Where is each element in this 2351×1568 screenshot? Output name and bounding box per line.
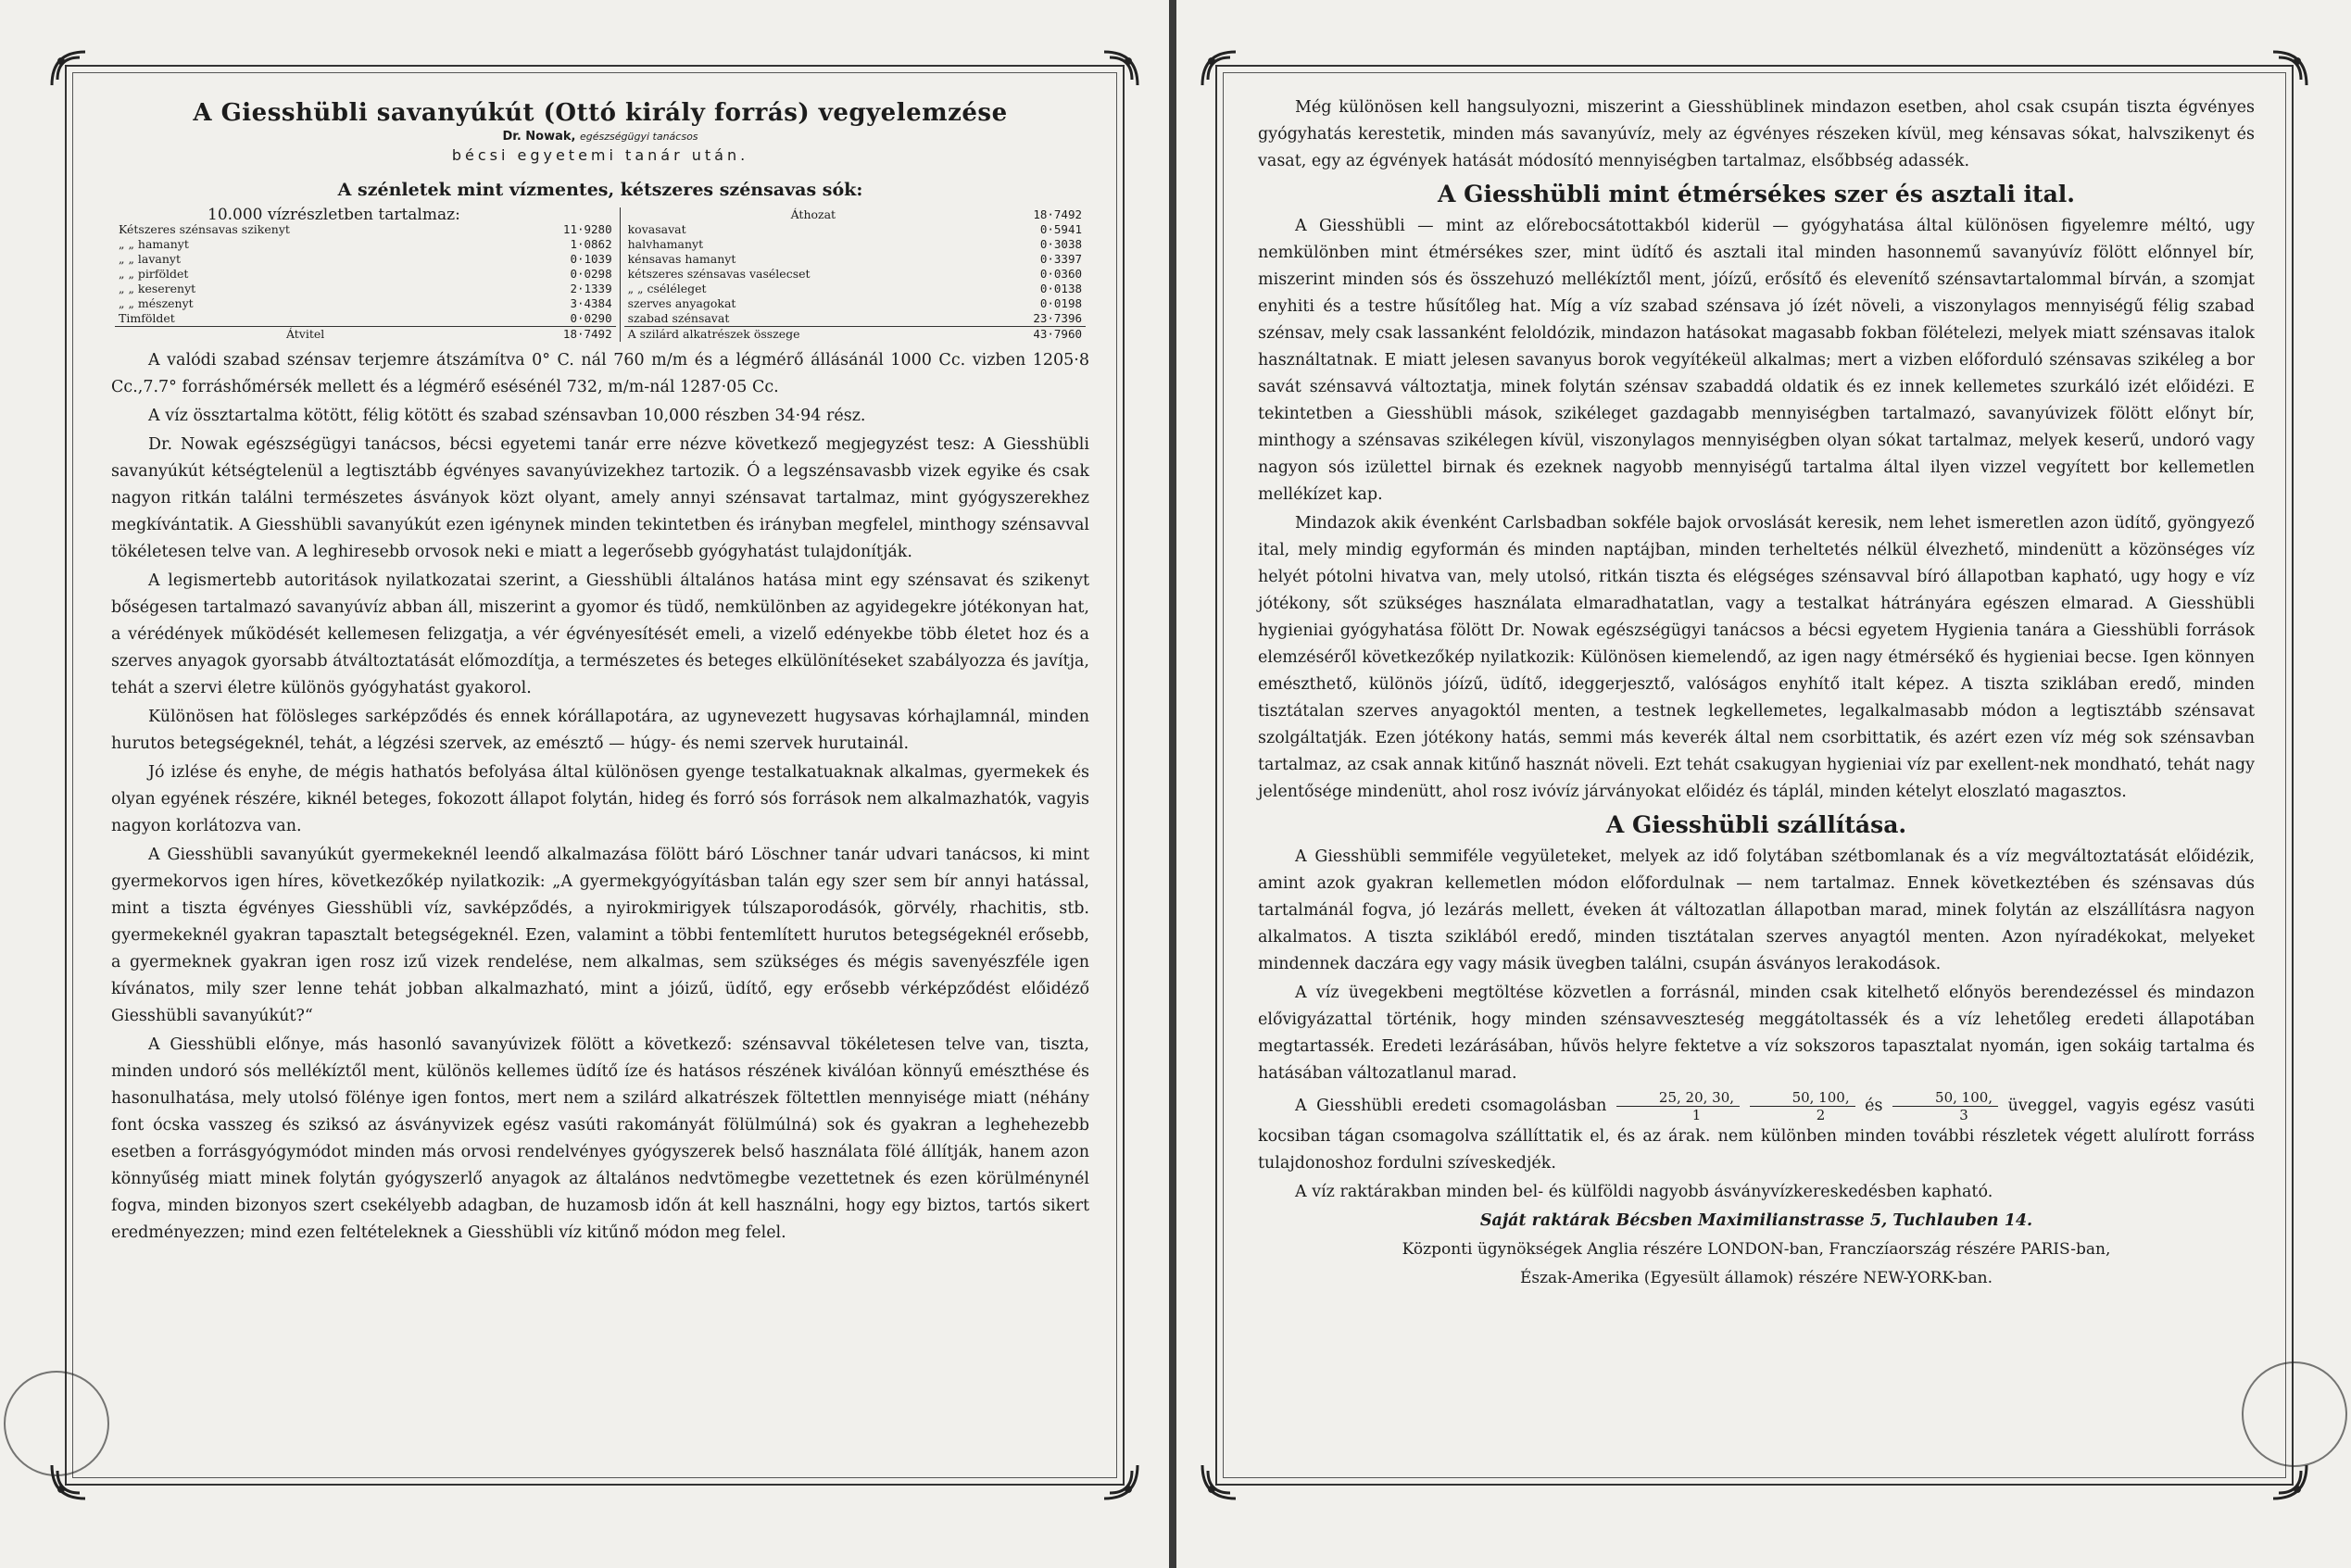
left-rows <box>115 222 616 342</box>
paragraph: A víz üvegekbeni megtöltése közvetlen a forrásnál, minden csak kitelhető előnyös berendezéssel és mindazon elővigyázattal történik, hogy minden szénsavveszteség meggátoltassék és a víz lehetőleg eredeti állapotában megtartassék. Eredeti lezárásában, hűvös helyre fektetve a víz sokszoros tapasztalat nyomán, igen sokáig tartalma és hatásában változatlanul marad. <box>1258 984 2255 1083</box>
table-row <box>115 252 616 267</box>
row-label: „ „ hamanyt <box>119 237 189 251</box>
packaging-text: üveggel, vagyis egész vasúti kocsiban tágan csomagolva szállíttatik el, és az árak. nem különben minden további részletek végett alulírott forráss tulajdonoshoz fordulni szíveskedjék. <box>1258 1097 2255 1173</box>
author-title: egészségügyi tanácsos <box>580 131 698 143</box>
right-page-content <box>1258 94 2255 1294</box>
author-line <box>111 129 1089 145</box>
corner-ornament-icon <box>1199 48 1239 89</box>
analysis-heading: A szénletek mint vízmentes, kétszeres szénsavas sók: <box>337 180 863 200</box>
paragraph: Még különösen kell hangsulyozni, miszerint a Giesshüblinek mindazon esetben, ahol csak csupán tiszta égvényes gyógyhatás kerestetik, minden más savanyúvíz, mely az égvényes részeken kívül, meg kénsavas sókat, halvszikenyt és vasat, egy az égvények hatását módosító mennyiségben tartalmaz, elsőbbség adassék. <box>1258 98 2255 170</box>
row-value: 0·5941 <box>1039 222 1082 236</box>
table-row <box>624 222 1086 237</box>
row-label: szerves anyagokat <box>627 296 736 310</box>
row-value: 1·0862 <box>570 237 612 251</box>
row-value: 2·1339 <box>570 282 612 295</box>
row-label: kovasavat <box>627 222 686 236</box>
library-stamp-icon <box>4 1371 109 1476</box>
table-row <box>115 296 616 311</box>
row-value: 18·7492 <box>1033 207 1082 221</box>
paragraph: A Giesshübli savanyúkút gyermekeknél leendő alkalmazása fölött báró Löschner tanár udvari tanácsos, ki mint gyermekorvos igen híres, következőkép nyilatkozik: „A gyermekgyógyításban talán egy szer sem bír annyi hatással, mint a tiszta égvényes Giesshübli víz, savképződés, a nyirokmirigyek túlszaporodásók, görvély, rhachitis, stb. gyermekeknél gyakran tapasztalt betegségeknél. Ezen, valamint a többi fentemlített hurutos betegségeknél erősebb, a gyermeknek gyakran igen rosz izű vizek rendelése, nem alkalmas, sem szükséges és mégis savenyészféle igen kívánatos, mily szer lenne tehát jobban alkalmazható, mint a jóizű, üdítő, egy erősebb vérképződést előidéző Giesshübli savanyúkút?“ <box>111 846 1089 1025</box>
fraction-top: 50, 100, <box>1892 1089 1998 1107</box>
row-value: 0·0360 <box>1039 267 1082 281</box>
analysis-title: A Giesshübli savanyúkút (Ottó király forrás) vegyelemzése <box>193 99 1008 127</box>
fraction-bottom: 3 <box>1959 1107 1968 1123</box>
library-stamp-icon <box>2242 1361 2347 1467</box>
section-heading-shipping: A Giesshübli szállítása. <box>1605 811 1907 838</box>
table-row <box>624 282 1086 296</box>
table-total-row <box>115 327 616 343</box>
row-value: 3·4384 <box>570 296 612 310</box>
paragraph: A legismertebb autoritások nyilatkozatai szerint, a Giesshübli általános hatása mint egy szénsavat és szikenyt bőségesen tartalmazó savanyúvíz abban áll, miszerint a gyomor és tüdő, nemkülönben az agyidegekre jótékonyan hat, a vérédények működését kellemesen felizgatja, a vér égvényesítését emeli, a vizelő edényekbe több életet hoz és a szerves anyagok gyorsabb átváltoztatását előmozdítja, a természetes és beteges elkülönítéseket szabályozza és javítja, tehát a szervi életre különös gyógyhatást gyakorol. <box>111 571 1089 697</box>
row-label: halvhamanyt <box>627 237 704 251</box>
paragraph: A víz raktárakban minden bel- és külföldi nagyobb ásványvízkereskedésben kapható. <box>1295 1183 1993 1201</box>
total-value: 43·7960 <box>990 327 1086 343</box>
row-value: 23·7396 <box>1033 311 1082 325</box>
left-page-content <box>111 100 1089 1248</box>
row-value: 11·9280 <box>562 222 612 236</box>
total-value: 18·7492 <box>496 327 615 343</box>
row-label: „ „ mészenyt <box>119 296 194 310</box>
paragraph: A valódi szabad szénsav terjemre átszámítva 0° C. nál 760 m/m és a légmérő állásánál 1000 Cc. vizben 1205·8 Cc.,7.7° forráshőmérsék mellett és a légmérő esésénél 732, m/m-nál 1287·05 Cc. <box>111 351 1089 396</box>
row-value: 0·3397 <box>1039 252 1082 266</box>
corner-ornament-icon <box>1199 1461 1239 1502</box>
row-label: „ „ lavanyt <box>119 252 181 266</box>
row-value: 0·1039 <box>570 252 612 266</box>
total-label: A szilárd alkatrészek összege <box>624 327 990 343</box>
table-row <box>115 267 616 282</box>
fraction <box>1750 1089 1855 1123</box>
fraction-top: 25, 20, 30, <box>1616 1089 1740 1107</box>
warehouse-address: Saját raktárak Bécsben Maximilianstrasse 5, Tuchlauben 14. <box>1479 1211 2033 1230</box>
row-label: szabad szénsavat <box>627 311 730 325</box>
row-label: kénsavas hamanyt <box>627 252 736 266</box>
row-value: 0·3038 <box>1039 237 1082 251</box>
table-intro: 10.000 vízrészletben tartalmaz: <box>207 206 460 224</box>
row-label: „ „ cséléleget <box>627 282 707 295</box>
analysis-table <box>111 207 1089 342</box>
paragraph: A Giesshübli semmiféle vegyületeket, melyek az idő folytában szétbomlanak és a víz megváltoztatását előidézik, amint azok gyakran kellemetlen módon előfordulnak — nem tartalmaz. Ennek következtében és szénsavas dús tartalmánál fogva, jó lezárás mellett, éveken át változatlan állapotban marad, minek folytán az elszállításra nagyon alkalmatos. A tiszta sziklából eredő, minden tisztátalan szerves anyagtól menten. Azon nyíradékokat, melyeket mindennek daczára egy vagy másik üvegben találni, csupán ásványos lerakodások. <box>1258 847 2255 973</box>
row-label: Kétszeres szénsavas szikenyt <box>119 222 290 236</box>
corner-ornament-icon <box>48 48 89 89</box>
university-line: bécsi egyetemi tanár után. <box>451 146 749 164</box>
row-value: 0·0138 <box>1039 282 1082 295</box>
section-heading-table-drink: A Giesshübli mint étmérsékes szer és asztali ital. <box>1438 181 2075 207</box>
total-label: Átvitel <box>115 327 496 343</box>
fraction <box>1616 1089 1740 1123</box>
book-gutter <box>1169 0 1176 1568</box>
paragraph: Mindazok akik évenként Carlsbadban sokféle bajok orvoslását keresik, nem lehet ismeretlen azon üdítő, gyöngyező ital, mely mindig egyformán és minden naptájban, minden terheltetés nélkül élvezhető, mindenütt a közönséges víz helyét pótolni hivatva van, mely utolsó, ritkán tiszta és elégséges szénsavval bíró állapotban kapható, ugy hogy e víz jótékony, sőt szükséges használata elmaradhatatlan, vagy a testalkat hátrányára egészen elmarad. A Giesshübli hygieniai gyógyhatása fölött Dr. Nowak egészségügyi tanácsos a bécsi egyetem Hygienia tanára a Giesshübli források elemzéséről következőkép nyilatkozik: Különösen kiemelendő, az igen nagy étmérsékő és hygieniai becse. Igen könnyen emészthető, különös jóízű, üdítő, ideggerjesztő, valóságos enyhítő italt képez. A tiszta sziklában eredő, minden tisztátalan szerves anyagoktól menten, a testnek legkellemetes, legalkalmasabb módon a legtisztább szénsavat szolgáltatják. Ezen jótékony hatás, semmi más keverék által nem csorbittatik, és azért ezen víz még sok szénsavban tartalmaz, az csak annak kitűnő hasznát növeli. Ezt tehát csakugyan hygieniai víz par exellent-nek mondható, tehát nagy jelentősége mindenütt, ahol rosz ivóvíz járványokat előidéz és táplál, minden kételyt eloszlató magasztos. <box>1258 514 2255 801</box>
fraction-top: 50, 100, <box>1750 1089 1855 1107</box>
paragraph: Dr. Nowak egészségügyi tanácsos, bécsi egyetemi tanár erre nézve következő megjegyzést tesz: A Giesshübli savanyúkút kétségtelenül a legtisztább égvényes savanyúvizekhez tartozik. Ó a legszénsavasbb vizek egyike és csak nagyon ritkán találni természetes ásványok közt olyant, amely annyi szénsavat tartalmaz, mint gyógyszerekhez megkívántatik. A Giesshübli savanyúkút ezen igénynek minden tekintetben és irányban megfelel, minthogy szénsavval tökéletesen telve van. A leghiresebb orvosok neki e miatt a legerősebb gyógyhatást tulajdonítják. <box>111 435 1089 561</box>
paragraph: Jó izlése és enyhe, de mégis hathatós befolyása által különösen gyenge testalkatuaknak alkalmas, gyermekek és olyan egyének részére, kiknél beteges, fokozott állapot folytán, hideg és forró sós források nem alkalmazhatók, vagyis nagyon korlátozva van. <box>111 763 1089 835</box>
row-label: Áthozat <box>790 207 836 221</box>
paragraph: Különösen hat fölösleges sarképződés és ennek kórállapotára, az ugynevezett hugysavas kórhajlamnál, minden hurutos betegségeknél, tehát, a légzési szervek, az emésztő — húgy- és nemi szervek hurutainál. <box>111 708 1089 753</box>
author-name: Dr. Nowak, <box>502 130 576 144</box>
table-row <box>115 237 616 252</box>
corner-ornament-icon <box>1100 48 1141 89</box>
fraction-bottom: 1 <box>1691 1107 1702 1123</box>
corner-ornament-icon <box>2269 48 2310 89</box>
table-row <box>115 222 616 237</box>
paragraph: A víz össztartalma kötött, félig kötött és szabad szénsavban 10,000 részben 34·94 rész. <box>148 407 866 425</box>
fraction <box>1892 1089 1998 1123</box>
left-page <box>0 0 1169 1568</box>
table-total-row <box>624 327 1086 343</box>
agencies-line-2: Észak-Amerika (Egyesült államok) részére NEW-YORK-ban. <box>1519 1269 1993 1287</box>
paragraph: A Giesshübli előnye, más hasonló savanyúvizek fölött a következő: szénsavval tökéletesen telve van, tiszta, minden undoró sós mellékíztől ment, különös kellemes üdítő íze és hatásos részének kiválóan könnyű emészthése és hasonulhatása, mely utolsó fölénye igen fontos, mert nem a szilárd alkatrészek föltettlen mennyisége miatt (néhány font ócska vasszeg és sziksó az ásványvizek egész vasúti rakományát fölülmúlná) sok és gyakran a leghehezebb esetben a forrásgyógymódot minden más orvosi rendelvényes gyógyszerek belső használata fölé állítják, hanem azon könnyűség miatt minek folytán gyógyszerlő anyagok az általános nedvtömegbe vezettetnek és ezen körülménynél fogva, minden bizonyos szert csekélyebb adagban, de huzamosb időn át kell használni, hogy egy biztos, tartós sikert eredményezzen; mind ezen feltételeknek a Giesshübli víz kitűnő módon meg felel. <box>111 1035 1089 1242</box>
right-rows <box>624 207 1086 342</box>
row-label: „ „ pirföldet <box>119 267 189 281</box>
table-row <box>624 267 1086 282</box>
fraction-bottom: 2 <box>1816 1107 1826 1123</box>
table-row <box>115 311 616 327</box>
packaging-text: A Giesshübli eredeti csomagolásban <box>1295 1097 1607 1115</box>
fraction-conjunction: és <box>1865 1097 1883 1115</box>
row-label: „ „ keserenyt <box>119 282 196 295</box>
agencies-line-1: Központi ügynökségek Anglia részére LONDON-ban, Franczíaország részére PARIS-ban, <box>1402 1240 2111 1259</box>
corner-ornament-icon <box>1100 1461 1141 1502</box>
paragraph: A Giesshübli — mint az előrebocsátottakból kiderül — gyógyhatása által különösen figyelemre méltó, ugy nemkülönben mint étmérsékes szer, mint üdítő és asztali ital minden hasonnemű savanyúvíz fölött előnnyel bír, miszerint minden sós és összehuzó mellékíztől ment, jóízű, erősítő és elevenítő szénsavtartalommal bírván, a szomjat enyhiti és a testre hűsítőleg hat. Míg a víz szabad szénsava jó ízét növeli, a viszonylagos mennyiségű félig szabad szénsav, mely csak lassanként feloldózik, mindazon hatásokat magasabb fokban fölételezi, melyek miatt szénsavas italok használtatnak. E miatt jelesen savanyus borok vegyítékeül alkalmas; mert a vizben előforduló szénsavas szikéleg a bor savát szénsavvá változtatja, minek folytán szénsav szabaddá oldatik és ez innek kellemetes szurkáló izét előidézi. E tekintetben a Giesshübli mások, szikéleget gazdagabb mennyiségben tartalmazó, savanyúvizek fölött előnyt bír, minthogy a szénsavas szikélegen kívül, viszonylagos mennyiségben olyan sókat tartalmaz, melyek keserű, undoró vagy nagyon sós izülettel birnak és ezeknek nagyobb mennyiségű tartalma által ilyen vizzel vegyített bor kellemetlen mellékízet kap. <box>1258 217 2255 504</box>
table-row <box>115 282 616 296</box>
analysis-right-column <box>620 207 1089 342</box>
row-value: 0·0290 <box>570 311 612 325</box>
row-label: kétszeres szénsavas vasélecset <box>627 267 811 281</box>
row-value: 0·0298 <box>570 267 612 281</box>
analysis-left-column <box>111 207 620 342</box>
packaging-paragraph <box>1258 1089 2255 1177</box>
table-row <box>624 252 1086 267</box>
table-row <box>624 207 1086 222</box>
right-page <box>1176 0 2351 1568</box>
table-row <box>624 296 1086 311</box>
table-row <box>624 237 1086 252</box>
row-value: 0·0198 <box>1039 296 1082 310</box>
row-label: Timföldet <box>119 311 175 325</box>
table-row <box>624 311 1086 327</box>
corner-ornament-icon <box>2269 1461 2310 1502</box>
